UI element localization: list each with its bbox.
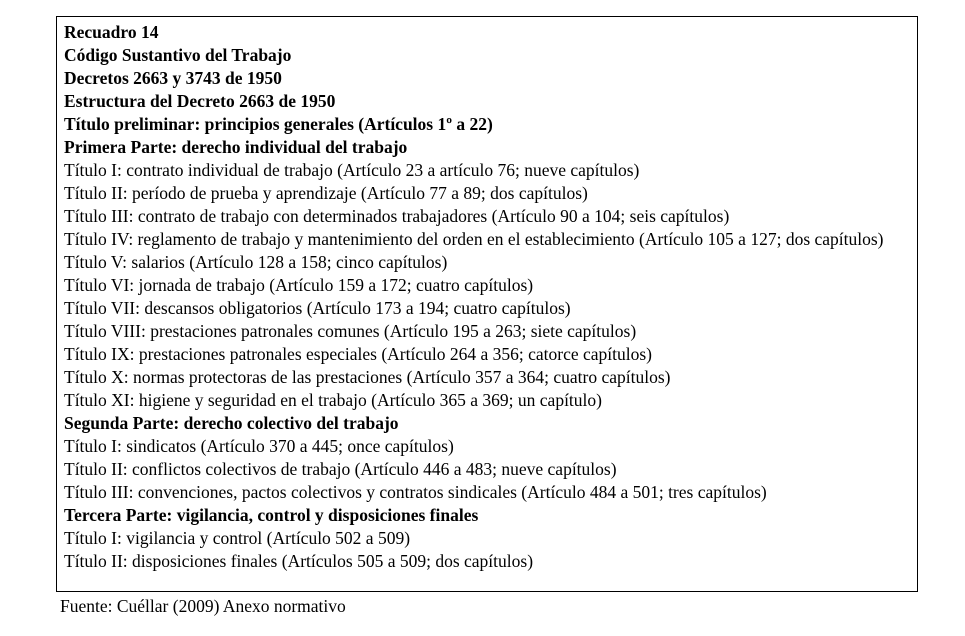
title-line: Título X: normas protectoras de las prestaciones (Artículo 357 a 364; cuatro capítulos): [64, 367, 671, 387]
heading-line: Código Sustantivo del Trabajo: [64, 45, 292, 65]
heading-line: Título preliminar: principios generales (Artículos 1º a 22): [64, 114, 493, 134]
title-line: Título IV: reglamento de trabajo y mantenimiento del orden en el establecimiento (Artículo 105 a 127; dos capítulos): [64, 229, 884, 249]
title-line: Título I: sindicatos (Artículo 370 a 445; once capítulos): [64, 436, 454, 456]
heading-line: Estructura del Decreto 2663 de 1950: [64, 91, 336, 111]
heading-line: Decretos 2663 y 3743 de 1950: [64, 68, 282, 88]
title-line: Título VI: jornada de trabajo (Artículo 159 a 172; cuatro capítulos): [64, 275, 534, 295]
title-line: Título VIII: prestaciones patronales comunes (Artículo 195 a 263; siete capítulos): [64, 321, 637, 341]
title-line: Título IX: prestaciones patronales especiales (Artículo 264 a 356; catorce capítulos): [64, 344, 652, 364]
title-line: Título III: contrato de trabajo con determinados trabajadores (Artículo 90 a 104; seis capítulos): [64, 206, 730, 226]
title-line: Título I: contrato individual de trabajo (Artículo 23 a artículo 76; nueve capítulos): [64, 160, 640, 180]
title-line: Título III: convenciones, pactos colectivos y contratos sindicales (Artículo 484 a 501; tres capítulos): [64, 482, 767, 502]
title-line: Título VII: descansos obligatorios (Artículo 173 a 194; cuatro capítulos): [64, 298, 571, 318]
title-line: Título XI: higiene y seguridad en el trabajo (Artículo 365 a 369; un capítulo): [64, 390, 602, 410]
title-line: Título II: período de prueba y aprendizaje (Artículo 77 a 89; dos capítulos): [64, 183, 588, 203]
source-note: Fuente: Cuéllar (2009) Anexo normativo: [60, 596, 346, 616]
heading-line: Recuadro 14: [64, 22, 159, 42]
title-line: Título V: salarios (Artículo 128 a 158; cinco capítulos): [64, 252, 448, 272]
heading-line: Tercera Parte: vigilancia, control y disposiciones finales: [64, 505, 479, 525]
title-line: Título II: conflictos colectivos de trabajo (Artículo 446 a 483; nueve capítulos): [64, 459, 617, 479]
title-line: Título II: disposiciones finales (Artículos 505 a 509; dos capítulos): [64, 551, 534, 571]
title-line: Título I: vigilancia y control (Artículo 502 a 509): [64, 528, 411, 548]
recuadro-content: [64, 21, 912, 573]
heading-line: Primera Parte: derecho individual del trabajo: [64, 137, 408, 157]
heading-line: Segunda Parte: derecho colectivo del trabajo: [64, 413, 399, 433]
